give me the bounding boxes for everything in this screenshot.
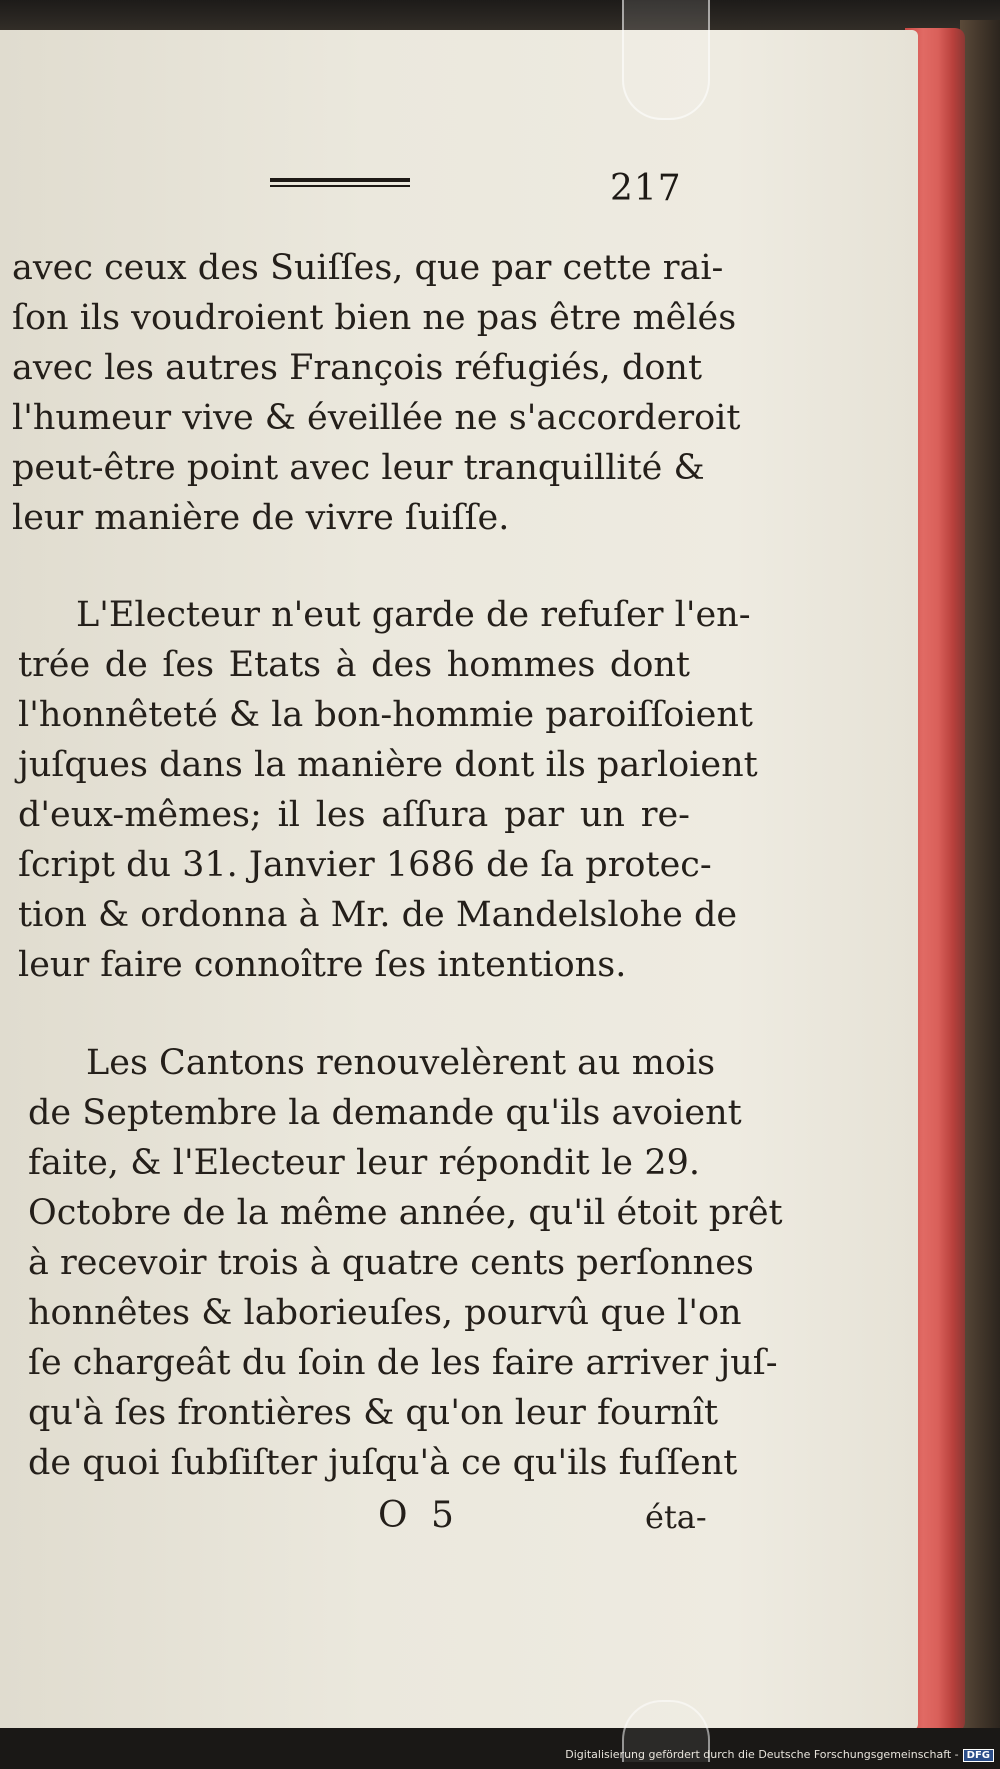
book-cover-edge — [960, 20, 1000, 1745]
page-number: 217 — [610, 168, 682, 209]
text-line: honnêtes & laborieuſes, pourvû que l'on — [28, 1293, 742, 1333]
credit-text: Digitalisierung gefördert durch die Deutsche Forschungsgemeinschaft - — [565, 1748, 959, 1761]
text-line: de Septembre la demande qu'ils avoient — [28, 1093, 742, 1133]
text-line: de quoi ſubſiſter juſqu'à ce qu'ils fuſſent — [28, 1443, 738, 1483]
text-line: leur manière de vivre ſuiſſe. — [12, 498, 510, 538]
text-line: leur faire connoître ſes intentions. — [18, 945, 627, 985]
catchword: éta- — [645, 1498, 707, 1536]
paragraph-1 — [12, 243, 741, 543]
text-line: Octobre de la même année, qu'il étoit prêt — [28, 1193, 783, 1233]
text-line: juſques dans la manière dont ils parloient — [18, 745, 758, 785]
text-line: avec ceux des Suiſſes, que par cette rai- — [12, 248, 724, 288]
text-line: ſon ils voudroient bien ne pas être mêlés — [12, 298, 737, 338]
text-line: trée de ſes Etats à des hommes dont — [18, 645, 690, 685]
text-line: d'eux-mêmes; il les aſſura par un re- — [18, 795, 690, 835]
dfg-logo: DFG — [963, 1749, 994, 1762]
text-line: l'honnêteté & la bon-hommie paroiſſoient — [18, 695, 753, 735]
text-line: faite, & l'Electeur leur répondit le 29. — [28, 1143, 700, 1183]
text-line: ſcript du 31. Janvier 1686 de ſa protec- — [18, 845, 712, 885]
text-line: avec les autres François réfugiés, dont — [12, 348, 703, 388]
page-clip-top — [622, 0, 710, 120]
text-line: l'humeur vive & éveillée ne s'accorderoit — [12, 398, 741, 438]
text-line: ſe chargeât du ſoin de les faire arriver juſ- — [28, 1343, 778, 1383]
header-rule — [270, 178, 410, 187]
text-line: Les Cantons renouvelèrent au mois — [86, 1043, 716, 1083]
paragraph-2 — [18, 590, 758, 990]
paragraph-3 — [28, 1038, 783, 1488]
text-line: tion & ordonna à Mr. de Mandelslohe de — [18, 895, 738, 935]
digitization-credit — [565, 1748, 994, 1762]
text-line: qu'à ſes frontières & qu'on leur fournît — [28, 1393, 719, 1433]
text-line: L'Electeur n'eut garde de refuſer l'en- — [76, 595, 751, 635]
signature-mark: O 5 — [378, 1495, 460, 1536]
text-line: à recevoir trois à quatre cents perſonnes — [28, 1243, 754, 1283]
text-line: peut-être point avec leur tranquillité & — [12, 448, 705, 488]
